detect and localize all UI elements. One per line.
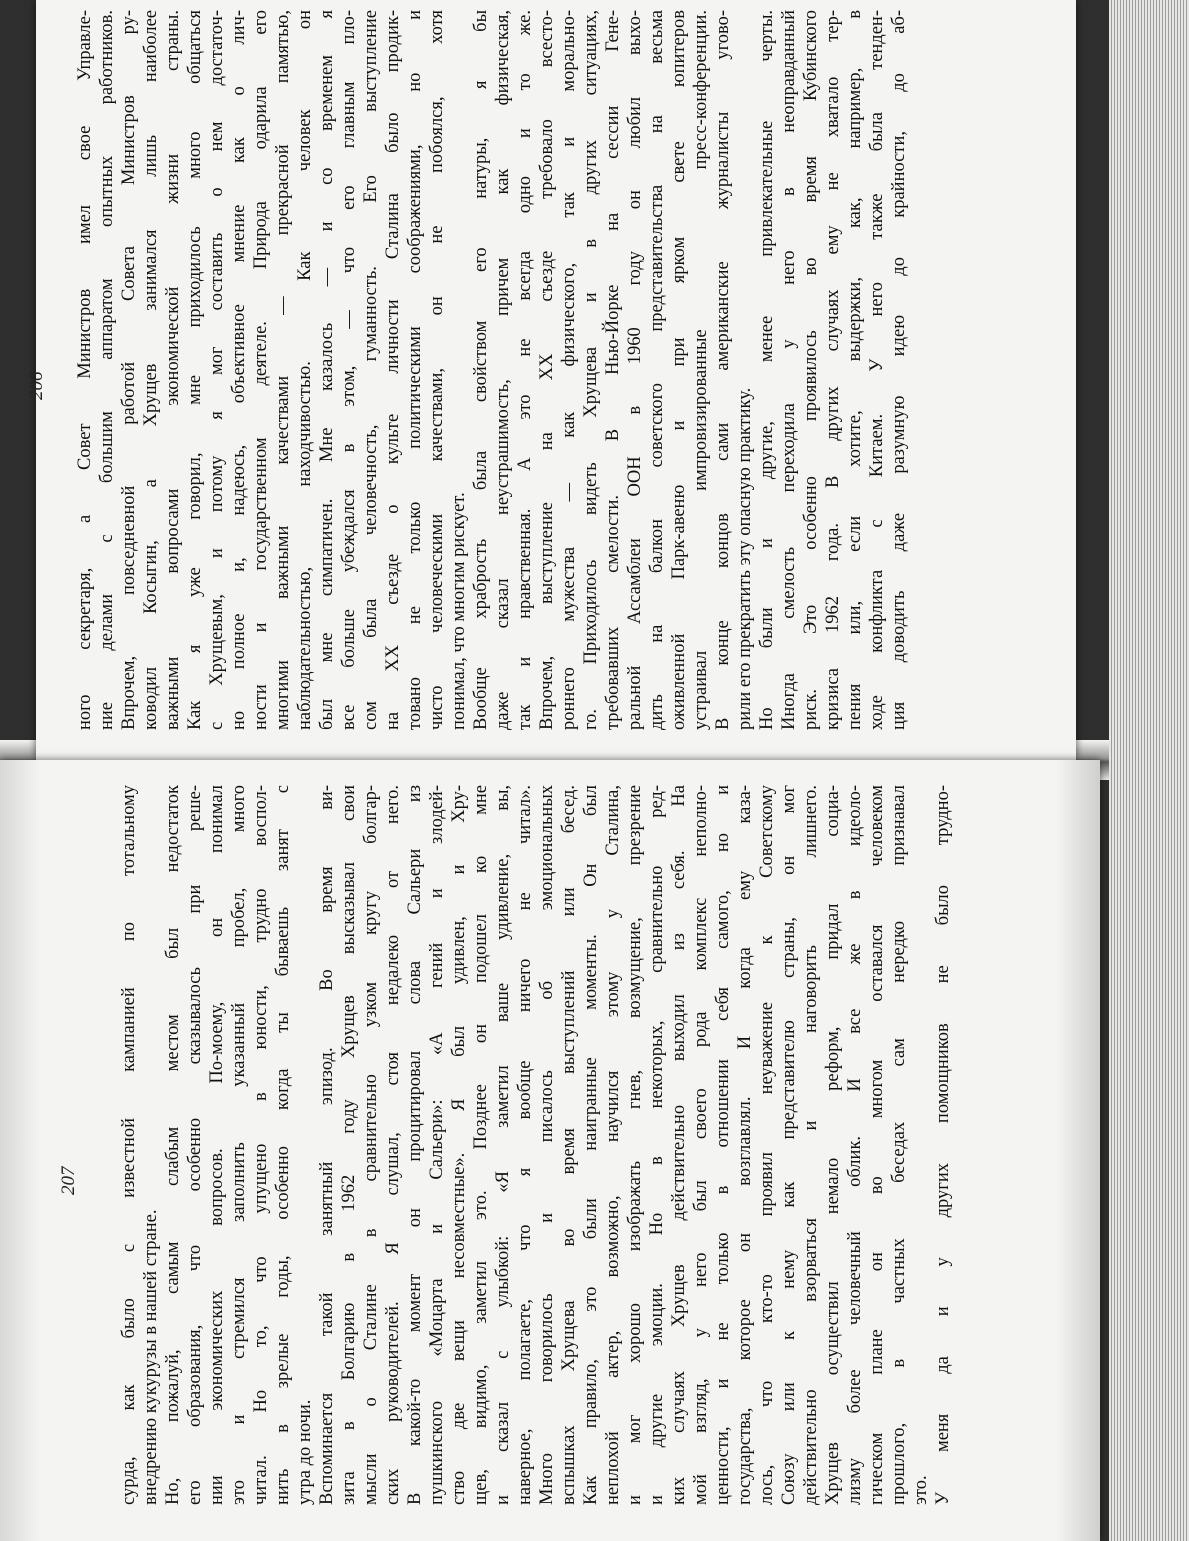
text-line: неплохой актер, возможно, научился этому у Сталина, (603, 785, 623, 1505)
text-line: ство две вещи несовместные». Я был удивлен, и Хру- (449, 785, 469, 1505)
text-line: ценности, и не только в отношении себя самого, но и (713, 785, 733, 1505)
text-line: кризиса 1962 года. В других случаях ему не хватало тер- (823, 10, 843, 730)
text-line: В конце концов сами американские журналисты угово- (713, 10, 733, 730)
text-line: чисто человеческими качествами, он не побоялся, хотя (427, 10, 447, 730)
text-line: все больше убеждался в этом, — что его главным пло- (339, 10, 359, 730)
text-line: Впрочем, выступление на XX съезде требовало всесто- (537, 10, 557, 730)
text-line: внедрению кукурузы в нашей стране. (141, 1209, 161, 1505)
text-line: понимал, что многим рискует. (449, 492, 469, 730)
text-line: действительно взорваться и наговорить лишнего. (801, 785, 821, 1505)
text-line: ральной Ассамблеи ООН в 1960 году он любил выхо- (625, 10, 645, 730)
text-line: ских руководителей. Я слушал, стоя недалеко от него. (383, 785, 403, 1505)
text-line: но полное и, надеюсь, объективное мнение как о лич- (229, 10, 249, 730)
text-line: наблюдательностью, находчивостью. Как человек он (295, 10, 315, 730)
text-line: пушкинского «Моцарта и Сальери»: «А гений и злодей- (427, 785, 447, 1505)
text-line: У меня да и у других помощников не было трудно- (933, 785, 953, 1505)
text-line: зита в Болгарию в 1962 году Хрущев высказывал свои (339, 785, 359, 1505)
text-line: го. Приходилось видеть Хрущева и в других ситуациях, (581, 10, 601, 730)
text-line: В какой-то момент он процитировал слова Сальери из (405, 785, 425, 1505)
text-line: мысли о Сталине в сравнительно узком кругу болгар- (361, 785, 381, 1505)
text-line: ция доводить даже разумную идею до крайности, до аб- (889, 10, 909, 730)
text-line: наверное, полагаете, что я вообще ничего не читал». (515, 785, 535, 1505)
text-line: так и нравственная. А это не всегда одно и то же. (515, 10, 535, 730)
text-line: это и стремился заполнить указанный пробел, много (229, 785, 249, 1505)
text-line: Как я уже говорил, мне приходилось много общаться (185, 10, 205, 730)
text-line: государства, которое он возглавлял. И когда ему каза- (735, 785, 755, 1505)
text-line: Иногда смелость переходила у него в неоправданный (779, 10, 799, 730)
text-line: лось, что кто-то проявил неуважение к Советскому (757, 785, 777, 1505)
text-line: сом была человечность, гуманность. Его выступление (361, 10, 381, 730)
text-line: Вспоминается такой занятный эпизод. Во время ви- (317, 785, 337, 1505)
text-line: дить на балкон советского представительства на весьма (647, 10, 667, 730)
text-line: Но, пожалуй, самым слабым местом был недостаток (163, 785, 183, 1505)
text-line: многими важными качествами — прекрасной памятью, (273, 10, 293, 730)
text-line: на XX съезде о культе личности Сталина было продик- (383, 10, 403, 730)
text-line: Много говорилось и писалось об эмоциональных (537, 785, 557, 1505)
text-line: ние делами с большим аппаратом опытных работников. (97, 10, 117, 730)
text-line: ного секретаря, а Совет Министров имел свое Управле- (75, 10, 95, 730)
text-line: требовавших смелости. В Нью-Йорке на сессии Гене- (603, 10, 623, 730)
text-line: товано не только политическими соображениями, но и (405, 10, 425, 730)
text-line: Хрущев осуществил немало реформ, придал социа- (823, 785, 843, 1505)
text-line: с Хрущевым, и потому я мог составить о нем достаточ- (207, 10, 227, 730)
text-line: Союзу или к нему как представителю страны, он мог (779, 785, 799, 1505)
right-page (0, 760, 1100, 1541)
text-line: ководил Косыгин, а Хрущев занимался лишь наиболее (141, 10, 161, 730)
text-line: щев, видимо, заметил это. Позднее он подошел ко мне (471, 785, 491, 1505)
text-line: ходе конфликта с Китаем. У него также была тенден- (867, 10, 887, 730)
text-line: это. (911, 1475, 931, 1505)
text-line: утра до ночи. (295, 1399, 315, 1505)
text-line: Но были и другие, менее привлекательные черты. (757, 10, 777, 730)
text-line: гическом плане он во многом оставался человеком (867, 785, 887, 1505)
text-line: его образования, что особенно сказывалось при реше- (185, 785, 205, 1505)
text-line: нить в зрелые годы, особенно когда ты бываешь занят с (273, 785, 293, 1505)
text-line: риск. Это особенно проявилось во время Кубинского (801, 10, 821, 730)
page-number-right: 207 (58, 1166, 79, 1195)
text-line: устраивал импровизированные пресс-конференции. (691, 10, 711, 730)
text-line: важными вопросами экономической жизни страны. (163, 10, 183, 730)
text-line: даже сказал неустрашимость, причем как физическая, (493, 10, 513, 730)
text-line: Впрочем, повседневной работой Совета Министров ру- (119, 10, 139, 730)
text-line: и сказал с улыбкой: «Я заметил ваше удивление, вы, (493, 785, 513, 1505)
text-line: и мог хорошо изображать гнев, возмущение, презрение (625, 785, 645, 1505)
text-line: читал. Но то, что упущено в юности, трудно воспол- (251, 785, 271, 1505)
text-line: Вообще храбрость была свойством его натуры, я бы (471, 10, 491, 730)
text-line: ности и государственном деятеле. Природа одарила его (251, 10, 271, 730)
text-line: Как правило, это были наигранные моменты. Он был (581, 785, 601, 1505)
text-line: роннего мужества — как физического, так и морально- (559, 10, 579, 730)
text-line: прошлого, в частных беседах сам нередко признавал (889, 785, 909, 1505)
text-line: нии экономических вопросов. По-моему, он понимал (207, 785, 227, 1505)
text-line: вспышках Хрущева во время выступлений или бесед. (559, 785, 579, 1505)
text-line: оживленной Парк-авеню и при ярком свете юпитеров (669, 10, 689, 730)
page-number-left: 206 (26, 371, 47, 400)
text-line: мой взгляд, у него был своего рода комплекс неполно- (691, 785, 711, 1505)
left-page-text (74, 10, 910, 730)
text-line: рили его прекратить эту опасную практику. (735, 387, 755, 730)
text-line: ких случаях Хрущев действительно выходил из себя. На (669, 785, 689, 1505)
text-line: был мне симпатичен. Мне казалось — и со временем я (317, 10, 337, 730)
page-edges (1109, 0, 1189, 1541)
left-page (26, 0, 1076, 760)
text-line: и другие эмоции. Но в некоторых, сравнительно ред- (647, 785, 667, 1505)
text-line: лизму более человечный облик. И все же в идеоло- (845, 785, 865, 1505)
right-page-text (118, 785, 954, 1505)
text-line: пения или, если хотите, выдержки, как, например, в (845, 10, 865, 730)
text-line: сурда, как было с известной кампанией по тотальному (119, 785, 139, 1505)
